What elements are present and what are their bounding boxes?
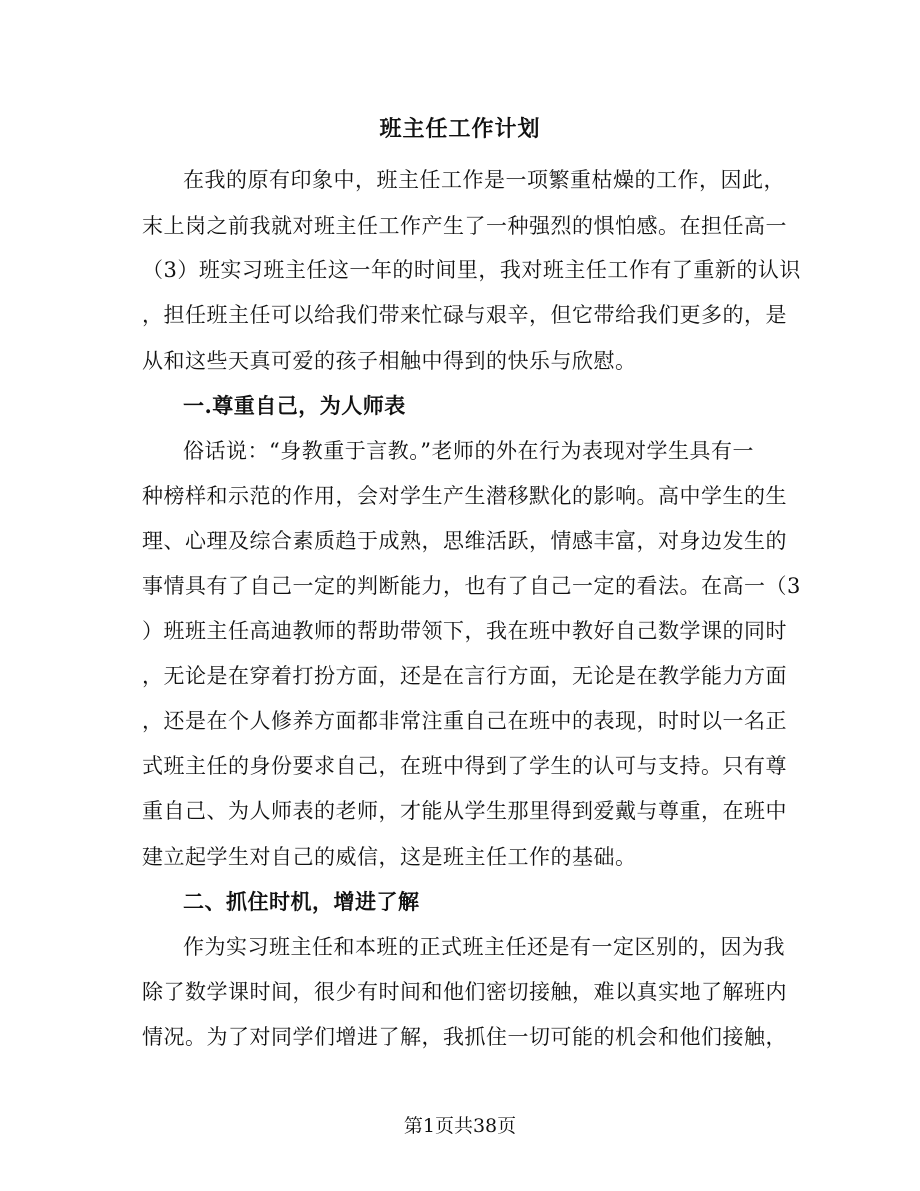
paragraph-line: 除了数学课时间，很少有时间和他们密切接触，难以真实地了解班内 [142, 980, 787, 1004]
section-heading: 一.尊重自己，为人师表 [183, 393, 406, 418]
paragraph-line: ，担任班主任可以给我们带来忙碌与艰辛，但它带给我们更多的，是 [142, 303, 787, 327]
paragraph-line: 式班主任的身份要求自己，在班中得到了学生的认可与支持。只有尊 [142, 754, 787, 778]
paragraph-line: 在我的原有印象中，班主任工作是一项繁重枯燥的工作，因此， [183, 168, 785, 192]
paragraph-line: ，还是在个人修养方面都非常注重自己在班中的表现，时时以一名正 [142, 709, 787, 733]
paragraph-line: 事情具有了自己一定的判断能力，也有了自己一定的看法。在高一（3 [142, 574, 801, 598]
paragraph-line: ，无论是在穿着打扮方面，还是在言行方面，无论是在教学能力方面 [142, 664, 787, 688]
paragraph-line: 理、心理及综合素质趋于成熟，思维活跃，情感丰富，对身边发生的 [142, 529, 787, 553]
paragraph-line: ）班班主任高迪教师的帮助带领下，我在班中教好自己数学课的同时 [142, 619, 787, 643]
paragraph-line: 俗话说：“身教重于言教。”老师的外在行为表现对学生具有一 [183, 439, 754, 463]
page-footer: 第1页共38页 [403, 1115, 517, 1137]
section-heading: 二、抓住时机，增进了解 [183, 889, 420, 914]
paragraph-line: 情况。为了对同学们增进了解，我抓住一切可能的机会和他们接触， [142, 1025, 787, 1049]
paragraph-line: （3）班实习班主任这一年的时间里，我对班主任工作有了重新的认识 [142, 258, 801, 282]
paragraph-line: 重自己、为人师表的老师，才能从学生那里得到爱戴与尊重，在班中 [142, 799, 787, 823]
paragraph-line: 从和这些天真可爱的孩子相触中得到的快乐与欣慰。 [142, 349, 637, 373]
paragraph-line: 末上岗之前我就对班主任工作产生了一种强烈的惧怕感。在担任高一 [142, 214, 787, 238]
paragraph-line: 作为实习班主任和本班的正式班主任还是有一定区别的，因为我 [183, 935, 785, 959]
paragraph-line: 建立起学生对自己的威信，这是班主任工作的基础。 [142, 845, 637, 869]
page-title: 班主任工作计划 [379, 116, 541, 142]
paragraph-line: 种榜样和示范的作用，会对学生产生潜移默化的影响。高中学生的生 [142, 484, 787, 508]
